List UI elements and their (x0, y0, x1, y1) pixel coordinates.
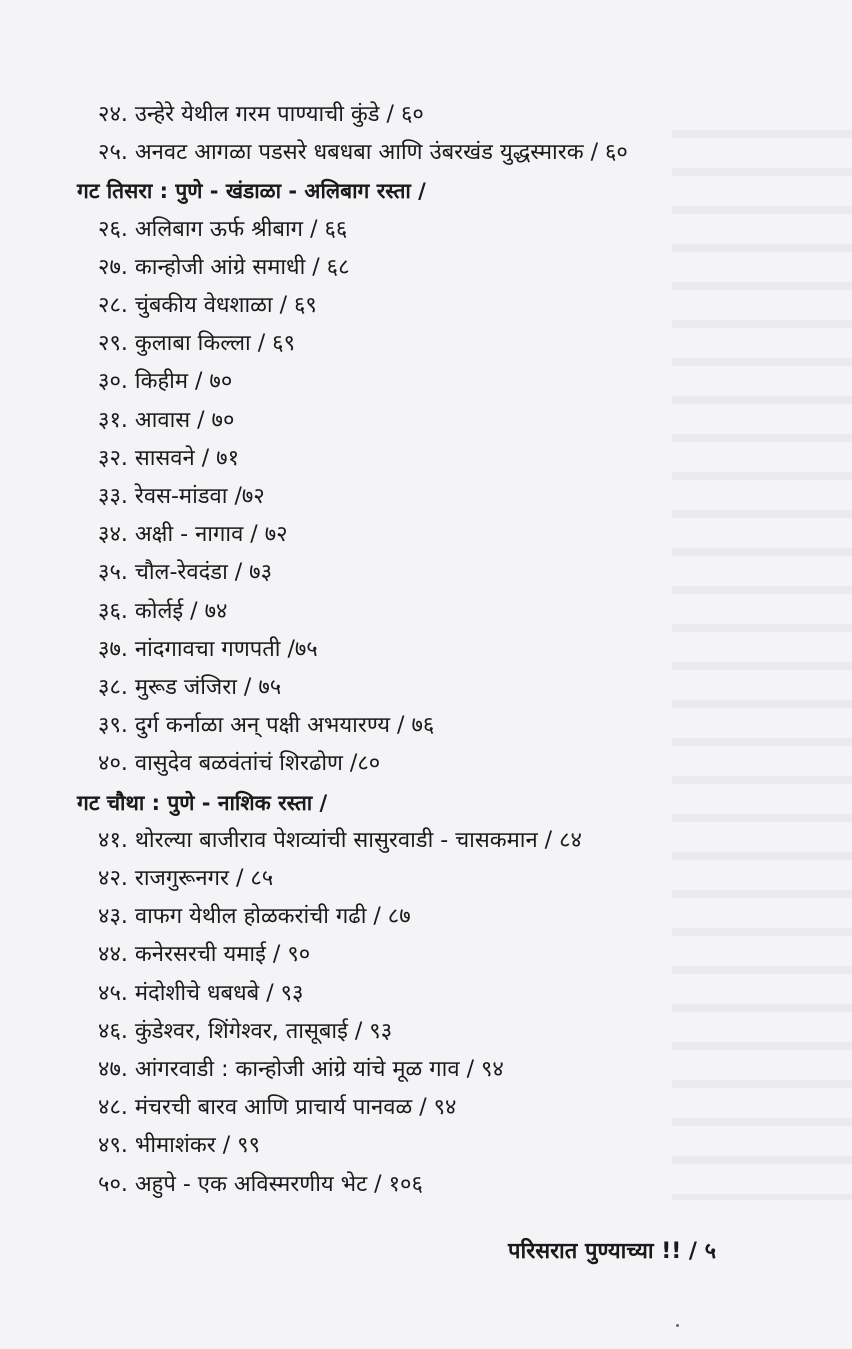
toc-entry: ४७. आंगरवाडी : कान्होजी आंग्रे यांचे मूळ गाव / ९४ (98, 1057, 504, 1082)
toc-entry: ४४. कनेरसरची यमाई / ९० (98, 942, 311, 968)
toc-entry: २७. कान्होजी आंग्रे समाधी / ६८ (98, 254, 350, 280)
toc-entry: ४५. मंदोशीचे धबधबे / ९३ (98, 980, 304, 1006)
toc-group-heading: गट तिसरा : पुणे - खंडाळा - अलिबाग रस्ता / (77, 179, 426, 204)
page-footer: परिसरात पुण्याच्या !! / ५ (508, 1239, 717, 1264)
toc-entry: ५०. अहुपे - एक अविस्मरणीय भेट / १०६ (98, 1171, 423, 1197)
toc-entry: ३१. आवास / ७० (98, 407, 235, 433)
toc-entry: ३५. चौल-रेवदंडा / ७३ (98, 560, 273, 586)
toc-entry: २८. चुंबकीय वेधशाळा / ६९ (98, 293, 317, 318)
bleed-through-text (672, 100, 852, 1200)
toc-entry: ३४. अक्षी - नागाव / ७२ (98, 522, 288, 548)
toc-entry: ३३. रेवस-मांडवा /७२ (98, 484, 265, 509)
toc-group-heading: गट चौथा : पुणे - नाशिक रस्ता / (77, 790, 328, 815)
toc-entry: ३९. दुर्ग कर्नाळा अन् पक्षी अभयारण्य / ७६ (98, 713, 435, 739)
toc-entry: २४. उन्हेरे येथील गरम पाण्याची कुंडे / ६० (98, 102, 424, 127)
toc-entry: २६. अलिबाग ऊर्फ श्रीबाग / ६६ (98, 216, 348, 242)
toc-entry: ४१. थोरल्या बाजीराव पेशव्यांची सासुरवाडी - चासकमान / ८४ (98, 827, 582, 853)
toc-entry: ४३. वाफग येथील होळकरांची गढी / ८७ (98, 904, 411, 930)
toc-entry: ४९. भीमाशंकर / ९९ (98, 1133, 261, 1159)
toc-entry: ४८. मंचरची बारव आणि प्राचार्य पानवळ / ९४ (98, 1095, 457, 1121)
toc-entry: ३८. मुरूड जंजिरा / ७५ (98, 675, 282, 700)
toc-entry: ३७. नांदगावचा गणपती /७५ (98, 636, 318, 662)
toc-entry: २९. कुलाबा किल्ला / ६९ (98, 331, 296, 357)
toc-entry: ३२. सासवने / ७१ (98, 445, 240, 471)
toc-entry: २५. अनवट आगळा पडसरे धबधबा आणि उंबरखंड युद्धस्मारक / ६० (98, 140, 628, 166)
toc-entry: ३०. किहीम / ७० (98, 369, 233, 395)
toc-entry: ४०. वासुदेव बळवंतांचं शिरढोण /८० (98, 751, 381, 777)
toc-entry: ४२. राजगुरूनगर / ८५ (98, 866, 274, 891)
print-speck (676, 1324, 679, 1327)
toc-entry: ४६. कुंडेश्वर, शिंगेश्वर, तासूबाई / ९३ (98, 1018, 393, 1044)
toc-entry: ३६. कोर्लई / ७४ (98, 598, 228, 624)
